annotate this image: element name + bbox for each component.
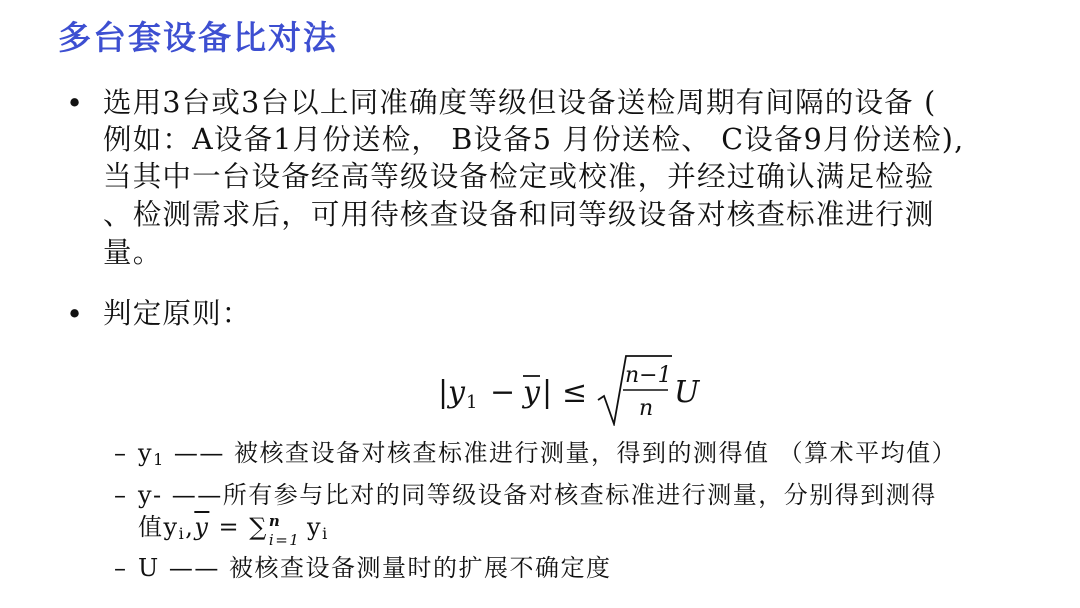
- definition-U: U —— 被核查设备测量时的扩展不确定度: [138, 554, 612, 582]
- criterion-formula: [0, 352, 1080, 426]
- definition-sum-limits: [268, 511, 301, 549]
- bullet-1-line-3: 当其中一台设备经高等级设备检定或校准，并经过确认满足检验: [103, 160, 935, 193]
- definition-y1-symbol: y: [138, 439, 154, 467]
- definition-ybar-sub-i2: i: [322, 524, 329, 543]
- definition-dash: –: [114, 439, 126, 467]
- definition-ybar-eq: = ∑: [209, 513, 268, 541]
- definition-sum-top: n: [268, 512, 282, 530]
- bullet-dot: •: [66, 86, 84, 120]
- bullet-1-line-1: 选用3台或3台以上同准确度等级但设备送检周期有间隔的设备 (: [103, 86, 937, 119]
- definition-dash: –: [114, 554, 126, 582]
- formula-minus: −: [490, 375, 516, 410]
- formula-numerator: n−1: [625, 363, 672, 388]
- bullet-1-line-5: 量。: [103, 236, 163, 269]
- definition-ybar-line1: y- ——所有参与比对的同等级设备对核查标准进行测量，分别得到测得: [138, 481, 937, 509]
- formula-y: y: [448, 375, 465, 410]
- definition-dash: –: [114, 481, 126, 509]
- definition-ybar-sub-i: i: [178, 524, 186, 543]
- definition-sum-bottom: i=1: [268, 531, 301, 549]
- definition-y1-sub: 1: [153, 450, 165, 469]
- formula-relation: ≤: [562, 375, 588, 410]
- definition-ybar-y: y: [297, 513, 323, 541]
- definition-ybar-prefix: 值y: [138, 513, 179, 541]
- formula-denominator: n: [639, 396, 654, 421]
- formula-y-sub: 1: [466, 392, 478, 413]
- definition-y1: [138, 437, 957, 476]
- definition-ybar-line2: [138, 511, 329, 550]
- bullet-1-line-4: 、检测需求后，可用待核查设备和同等级设备对核查标准进行测: [103, 198, 935, 231]
- formula-abs-open: |: [438, 375, 449, 410]
- bullet-2-line-1: 判定原则：: [103, 297, 252, 330]
- definition-ybar-symbol: $\overline{y}$: [194, 513, 210, 541]
- slide-title: 多台套设备比对法: [58, 18, 338, 57]
- formula-ybar: y: [523, 375, 540, 410]
- formula-svg: [0, 352, 1080, 426]
- definition-y1-text: —— 被核查设备对核查标准进行测量，得到的测得值 （算术平均值）: [164, 439, 958, 467]
- formula-U: U: [674, 375, 700, 410]
- bullet-1-line-2: 例如：A设备1月份送检， B设备5 月份送检、 C设备9月份送检),: [103, 123, 965, 156]
- formula-abs-close: |: [542, 375, 553, 410]
- definition-ybar-comma: ,: [185, 513, 195, 541]
- bullet-dot: •: [66, 297, 84, 331]
